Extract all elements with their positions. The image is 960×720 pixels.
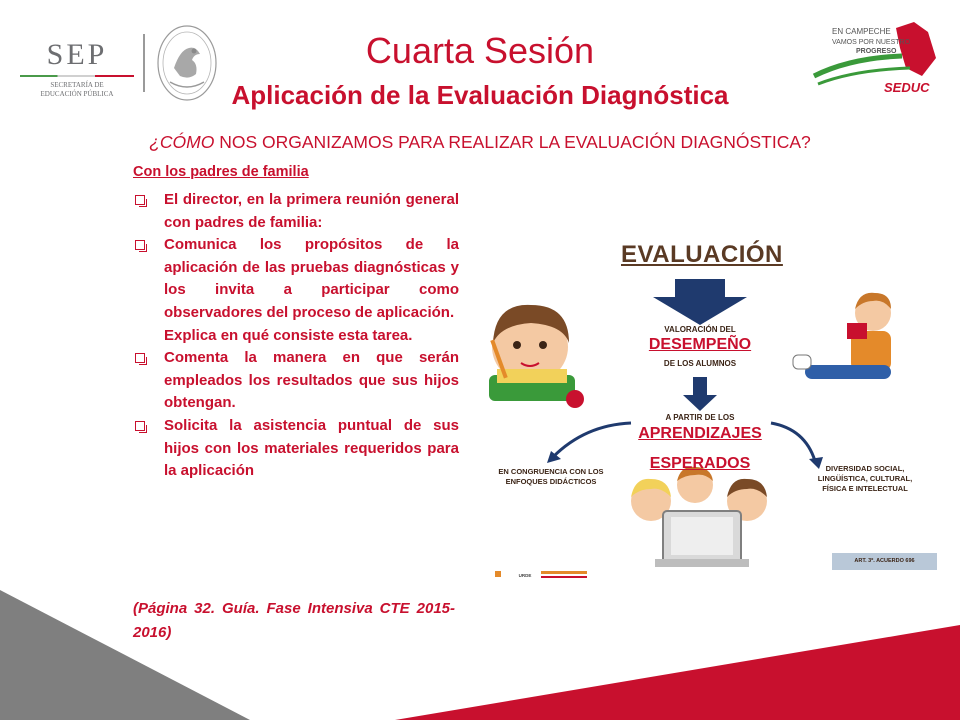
valoracion-main: DESEMPEÑO [648,336,752,353]
evaluation-infographic [475,235,940,580]
list-item [133,415,459,483]
checkbox-bullet-icon [135,195,145,205]
right-curved-arrow-icon [771,423,815,461]
bullet-text: El director, en la primera reunión general con padres de familia: [164,191,459,231]
list-item [133,234,459,347]
campeche-line1: EN CAMPECHE [832,27,891,36]
valoracion-top: VALORACIÓN DEL [664,325,736,334]
checkbox-bullet-icon [135,353,145,363]
kids-at-computer-illustration [631,467,767,567]
left-curved-arrow-icon [553,423,631,457]
valoracion-bottom: DE LOS ALUMNOS [663,359,737,368]
slide-question [100,130,860,154]
bullet-text: Comunica los propósitos de la aplicación de las pruebas diagnósticas y los invita a participar como observadores del proceso de aplicación. [164,236,459,321]
source-reference: (Página 32. Guía. Fase Intensiva CTE 2015-2016) [133,600,455,641]
list-item [133,347,459,415]
bullet-text: Solicita la asistencia puntual de sus hijos con los materiales requeridos para la aplicación [164,416,459,480]
sep-logo-subtitle: SECRETARÍA DE EDUCACIÓN PÚBLICA [40,81,114,98]
campeche-line2: VAMOS POR NUESTRO [832,39,911,46]
campeche-line3: PROGRESO [856,48,897,55]
list-item [133,189,459,234]
bullet-continuation: Explica en qué consiste esta tarea. [164,326,413,344]
sep-logo-stripe [20,75,134,77]
down-arrow-icon [653,279,747,325]
esperados-main: ESPERADOS [649,455,751,472]
infographic-graphics [475,235,940,580]
small-down-arrow-icon [683,377,717,411]
left-note: EN CONGRUENCIA CON LOS ENFOQUES DIDÁCTICOS [498,467,604,486]
campeche-seduc-logo [810,18,940,100]
aprendizajes-main: APRENDIZAJES [638,425,762,442]
seduc-brand: SEDUC [884,80,930,95]
infographic-title: EVALUACIÓN [621,241,783,268]
slide-title: Cuarta Sesión [365,30,595,71]
boy-reading-illustration [793,293,891,379]
acuerdo-note: ART. 3º. ACUERDO 696 [832,553,937,570]
aprendizajes-top: A PARTIR DE LOS [665,413,735,422]
logo-divider [143,34,145,92]
sep-logo-word: SEP [46,38,108,71]
sep-logo [18,38,136,104]
urde-label: URDE [518,573,532,578]
slide-subtitle: Aplicación de la Evaluación Diagnóstica [231,80,729,110]
bullet-text: Comenta la manera en que serán empleados los resultados que sus hijos obtengan. [164,349,459,412]
bullet-list [133,189,459,483]
right-note: DIVERSIDAD SOCIAL, LINGÜÍSTICA, CULTURAL, FÍSICA E INTELECTUAL [817,464,913,493]
question-prefix: ¿CÓMO [149,132,215,152]
question-rest: NOS ORGANIZAMOS PARA REALIZAR LA EVALUACIÓN DIAGNÓSTICA? [214,132,811,152]
checkbox-bullet-icon [135,240,145,250]
section-heading: Con los padres de familia [133,164,309,180]
checkbox-bullet-icon [135,421,145,431]
girl-reading-illustration [489,305,584,408]
